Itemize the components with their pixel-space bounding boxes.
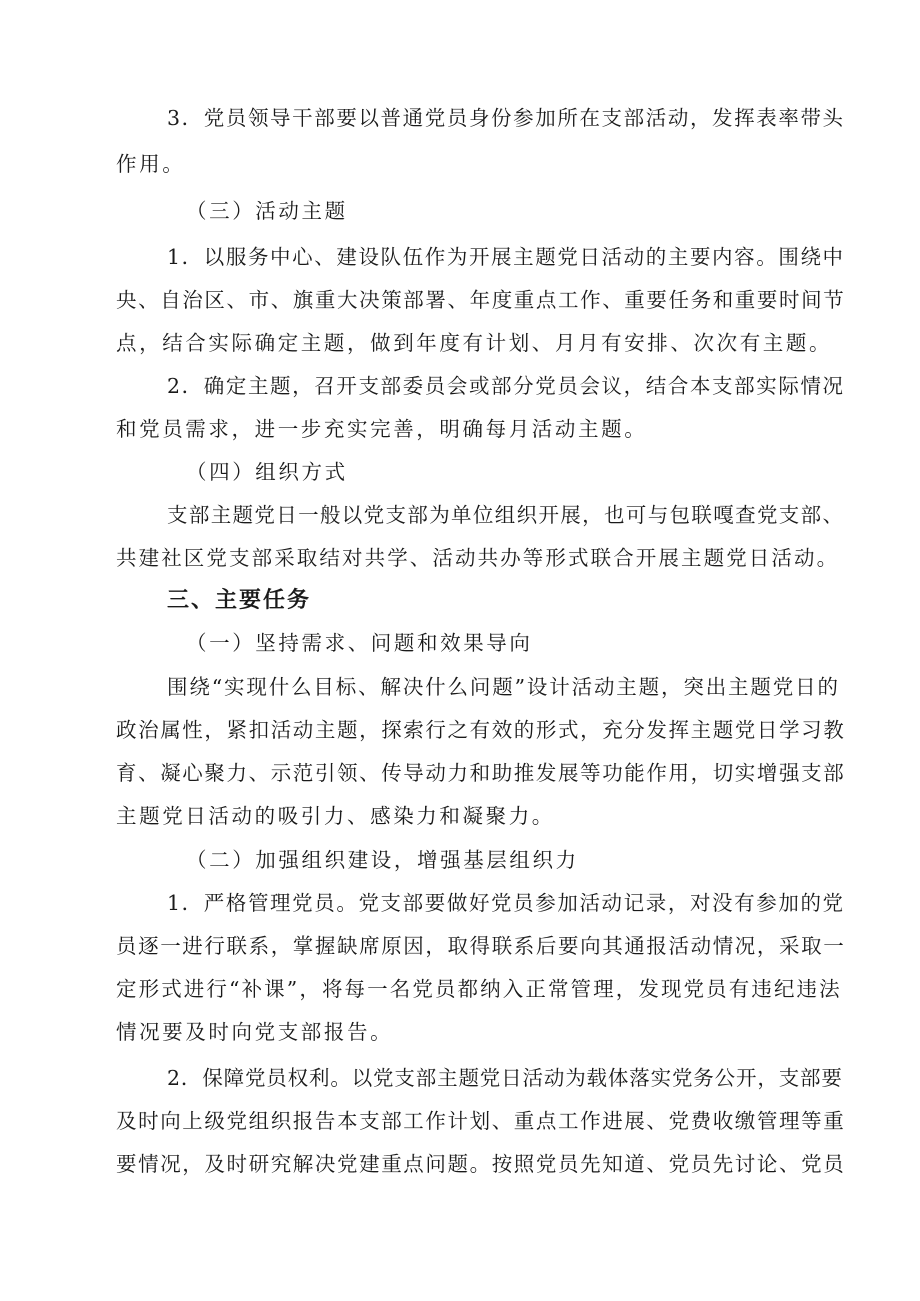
text-line: 政治属性，紧扣活动主题，探索行之有效的形式，充分发挥主题党日学习教 [116, 718, 846, 742]
section-heading: 三、主要任务 [167, 588, 312, 613]
text-line: 定形式进行“补课”，将每一名党员都纳入正常管理，发现党员有违纪违法 [116, 977, 842, 1001]
text-line: 2．确定主题，召开支部委员会或部分党员会议，结合本支部实际情况 [167, 374, 845, 398]
text-line: 及时向上级党组织报告本支部工作计划、重点工作进展、党费收缴管理等重 [116, 1109, 846, 1133]
text-line: 点，结合实际确定主题，做到年度有计划、月月有安排、次次有主题。 [116, 331, 833, 355]
text-line: 情况要及时向党支部报告。 [116, 1020, 394, 1044]
text-line: 主题党日活动的吸引力、感染力和凝聚力。 [116, 804, 555, 828]
text-line: 3．党员领导干部要以普通党员身份参加所在支部活动，发挥表率带头 [167, 106, 845, 130]
section-subheading: （三）活动主题 [186, 199, 348, 223]
text-line: 要情况，及时研究解决党建重点问题。按照党员先知道、党员先讨论、党员 [116, 1152, 846, 1176]
text-line: 围绕“实现什么目标、解决什么问题”设计活动主题，突出主题党日的 [167, 675, 840, 699]
text-line: 育、凝心聚力、示范引领、传导动力和助推发展等功能作用，切实增强支部 [116, 761, 846, 785]
text-line: 和党员需求，进一步充实完善，明确每月活动主题。 [116, 417, 648, 441]
text-line: 共建社区党支部采取结对共学、活动共办等形式联合开展主题党日活动。 [116, 546, 840, 570]
text-line: 2．保障党员权利。以党支部主题党日活动为载体落实党务公开，支部要 [167, 1066, 843, 1090]
text-line: 作用。 [116, 152, 186, 176]
text-line: 1．严格管理党员。党支部要做好党员参加活动记录，对没有参加的党 [167, 891, 845, 915]
text-line: 1．以服务中心、建设队伍作为开展主题党日活动的主要内容。围绕中 [167, 245, 845, 269]
text-line: 央、自治区、市、旗重大决策部署、年度重点工作、重要任务和重要时间节 [116, 288, 846, 312]
text-line: 支部主题党日一般以党支部为单位组织开展，也可与包联嘎查党支部、 [167, 503, 845, 527]
section-subheading: （一）坚持需求、问题和效果导向 [186, 631, 533, 655]
text-line: 员逐一进行联系，掌握缺席原因，取得联系后要向其通报活动情况，采取一 [116, 934, 846, 958]
section-subheading: （四）组织方式 [186, 460, 348, 484]
section-subheading: （二）加强组织建设，增强基层组织力 [186, 848, 579, 872]
